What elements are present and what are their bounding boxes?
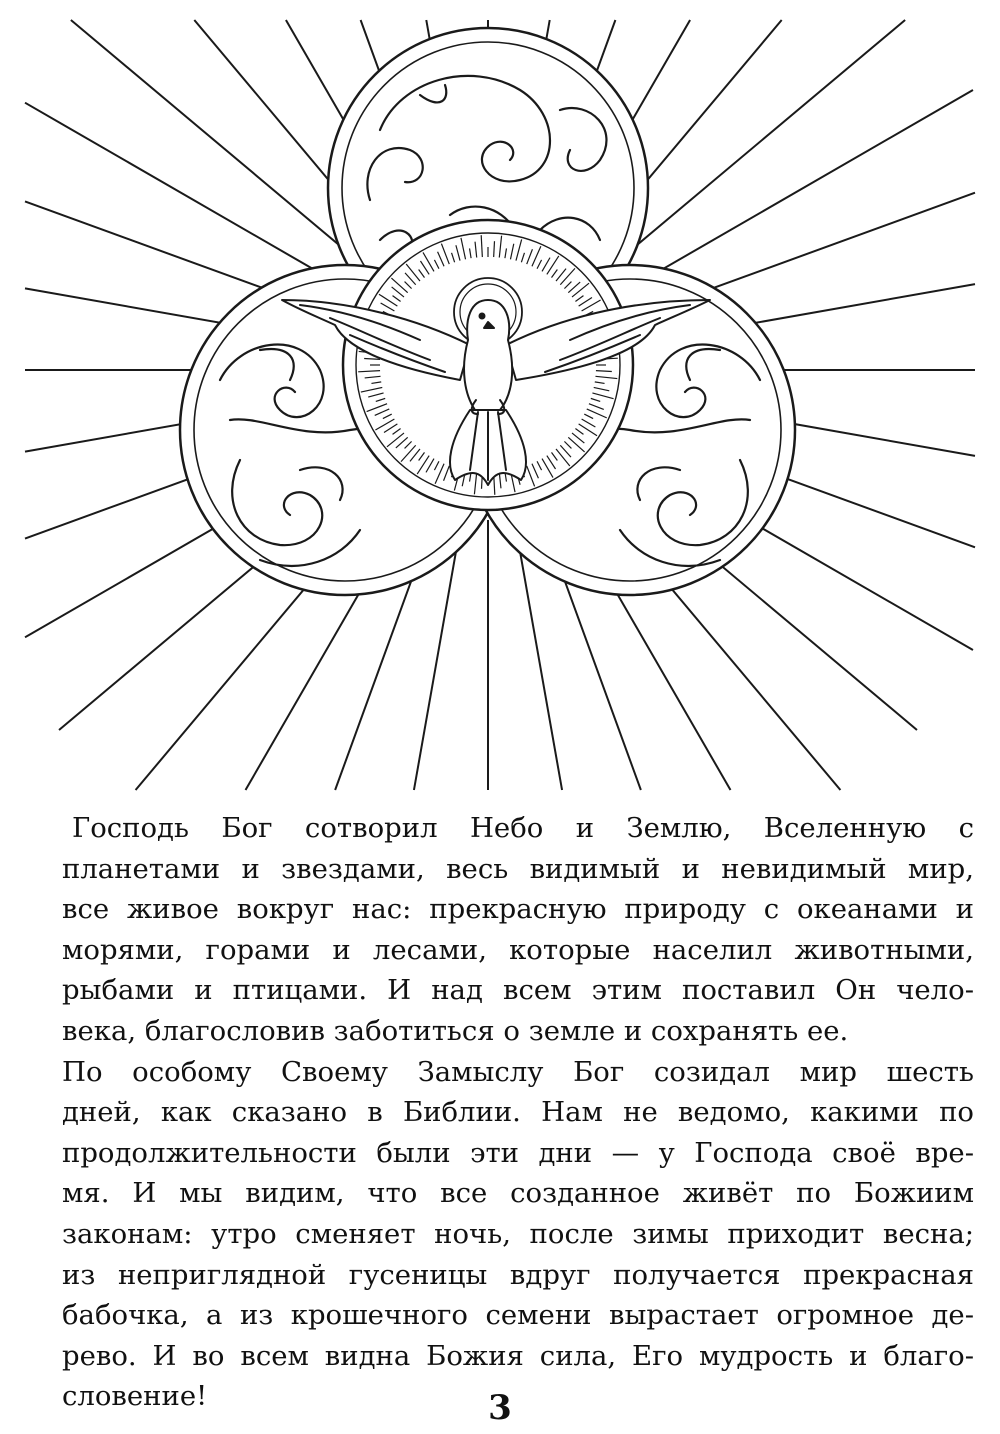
text-line: рево. И во всем видна Божия сила, Его мудрость и благо-	[62, 1339, 974, 1372]
text-line: законам: утро сменяет ночь, после зимы приходит весна;	[62, 1217, 974, 1250]
sun-ray	[25, 103, 358, 295]
body-text	[62, 808, 974, 1417]
text-line: Господь Бог сотворил Небо и Землю, Вселенную с	[72, 812, 974, 844]
text-line: века, благословив заботиться о земле и сохранять ее.	[62, 1014, 849, 1047]
text-line: По особому Своему Замыслу Бог созидал мир шесть	[62, 1055, 974, 1088]
text-line: мя. И мы видим, что все созданное живёт по Божиим	[62, 1177, 974, 1210]
glow-stroke	[494, 241, 495, 257]
text-line: дней, как сказано в Библии. Нам не ведомо, какими по	[62, 1096, 974, 1129]
text-line: из неприглядной гусеницы вдруг получается прекрасная	[62, 1258, 974, 1291]
sun-ray	[618, 90, 973, 295]
text-line: планетами и звездами, весь видимый и невидимый мир,	[62, 852, 974, 885]
paragraph-1	[62, 808, 974, 1052]
text-line: все живое вокруг нас: прекрасную природу с океанами и	[62, 893, 974, 926]
text-line: словение!	[62, 1380, 208, 1413]
text-line: морями, горами и лесами, которые населил животными,	[62, 933, 974, 966]
text-line: бабочка, а из крошечного семени вырастает огромное де-	[62, 1299, 974, 1332]
text-line: продолжительности были эти дни — у Господа своё вре-	[62, 1136, 974, 1169]
paragraph-2	[62, 1052, 974, 1417]
page-number: 3	[488, 1388, 512, 1428]
glow-stroke	[596, 371, 612, 372]
text-line: рыбами и птицами. И над всем этим поставил Он чело-	[62, 974, 974, 1007]
glow-stroke	[364, 359, 380, 360]
